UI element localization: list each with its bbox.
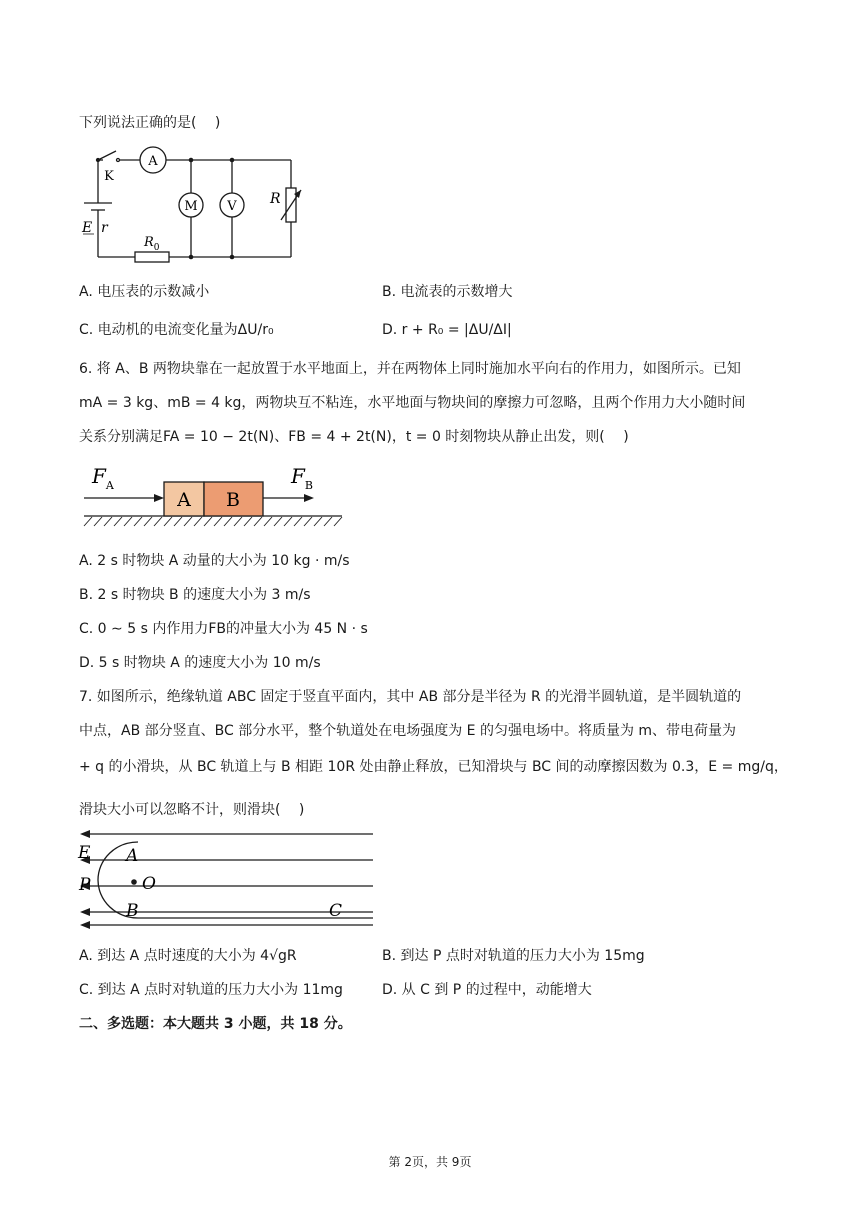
section-heading-multiple-choice: 二、多选题：本大题共 3 小题，共 18 分。	[79, 1016, 352, 1032]
q5-stem-tail: 下列说法正确的是( )	[79, 115, 221, 131]
block-a-label: A	[177, 489, 191, 511]
circuit-diagram	[78, 145, 303, 270]
q7-option-c: C. 到达 A 点时对轨道的压力大小为 11mg	[79, 982, 343, 998]
field-label-e: E	[78, 843, 91, 863]
emf-label: E	[82, 220, 93, 236]
point-c-label: C	[329, 901, 343, 921]
block-b-label: B	[226, 489, 240, 511]
q6-stem-line1: 6. 将 A、B 两物块靠在一起放置于水平地面上，并在两物体上同时施加水平向右的作用力，如图所示。已知	[79, 361, 741, 377]
q6-option-b: B. 2 s 时物块 B 的速度大小为 3 m/s	[79, 587, 311, 603]
q5-option-c: C. 电动机的电流变化量为ΔU/r₀	[79, 322, 274, 338]
q6-option-a: A. 2 s 时物块 A 动量的大小为 10 kg · m/s	[79, 553, 350, 569]
q7-stem-line1: 7. 如图所示，绝缘轨道 ABC 固定于竖直平面内，其中 AB 部分是半径为 R 的光滑半圆轨道，是半圆轨道的	[79, 689, 742, 705]
q7-option-a: A. 到达 A 点时速度的大小为 4√gR	[79, 948, 297, 964]
page-footer: 第 2页，共 9页	[388, 1155, 472, 1169]
switch-label: K	[104, 169, 114, 184]
q7-option-b: B. 到达 P 点时对轨道的压力大小为 15mg	[382, 948, 645, 964]
motor-label: M	[184, 199, 198, 214]
track-figure	[76, 826, 376, 930]
q7-stem-line3: + q 的小滑块，从 BC 轨道上与 B 相距 10R 处由静止释放，已知滑块与 BC 间的动摩擦因数为 0.3，E = mg/q，	[79, 759, 788, 775]
q5-option-b: B. 电流表的示数增大	[382, 284, 513, 300]
voltmeter-label: V	[227, 199, 237, 214]
q6-option-d: D. 5 s 时物块 A 的速度大小为 10 m/s	[79, 655, 321, 671]
point-p-label: P	[79, 875, 91, 895]
ammeter-label: A	[148, 154, 158, 169]
q6-option-c: C. 0 ∼ 5 s 内作用力FB的冲量大小为 45 N · s	[79, 621, 368, 637]
point-a-label: A	[126, 846, 139, 866]
force-a-label: $F_A$	[92, 464, 114, 492]
q5-option-d: D. r + R₀ = |ΔU/ΔI|	[382, 322, 512, 338]
resistor-label: $R_0$	[144, 235, 160, 253]
q7-option-d: D. 从 C 到 P 的过程中，动能增大	[382, 982, 592, 998]
blocks-figure	[80, 459, 345, 529]
q5-option-a: A. 电压表的示数减小	[79, 284, 210, 300]
q6-stem-line3: 关系分别满足FA = 10 − 2t(N)、FB = 4 + 2t(N)，t = 0 时刻物块从静止出发，则( )	[79, 429, 629, 445]
q7-stem-line4: 滑块大小可以忽略不计，则滑块( )	[79, 802, 305, 818]
rheostat-label: R	[270, 191, 281, 207]
internal-resistance-label: r	[101, 220, 108, 236]
q6-stem-line2: mA = 3 kg、mB = 4 kg，两物块互不粘连，水平地面与物块间的摩擦力可忽略，且两个作用力大小随时间	[79, 395, 746, 411]
point-o-label: O	[142, 874, 156, 894]
force-b-label: $F_B$	[291, 464, 313, 492]
q7-stem-line2: 中点，AB 部分竖直、BC 部分水平，整个轨道处在电场强度为 E 的匀强电场中。将质量为 m、带电荷量为	[79, 723, 737, 739]
point-b-label: B	[126, 901, 139, 921]
